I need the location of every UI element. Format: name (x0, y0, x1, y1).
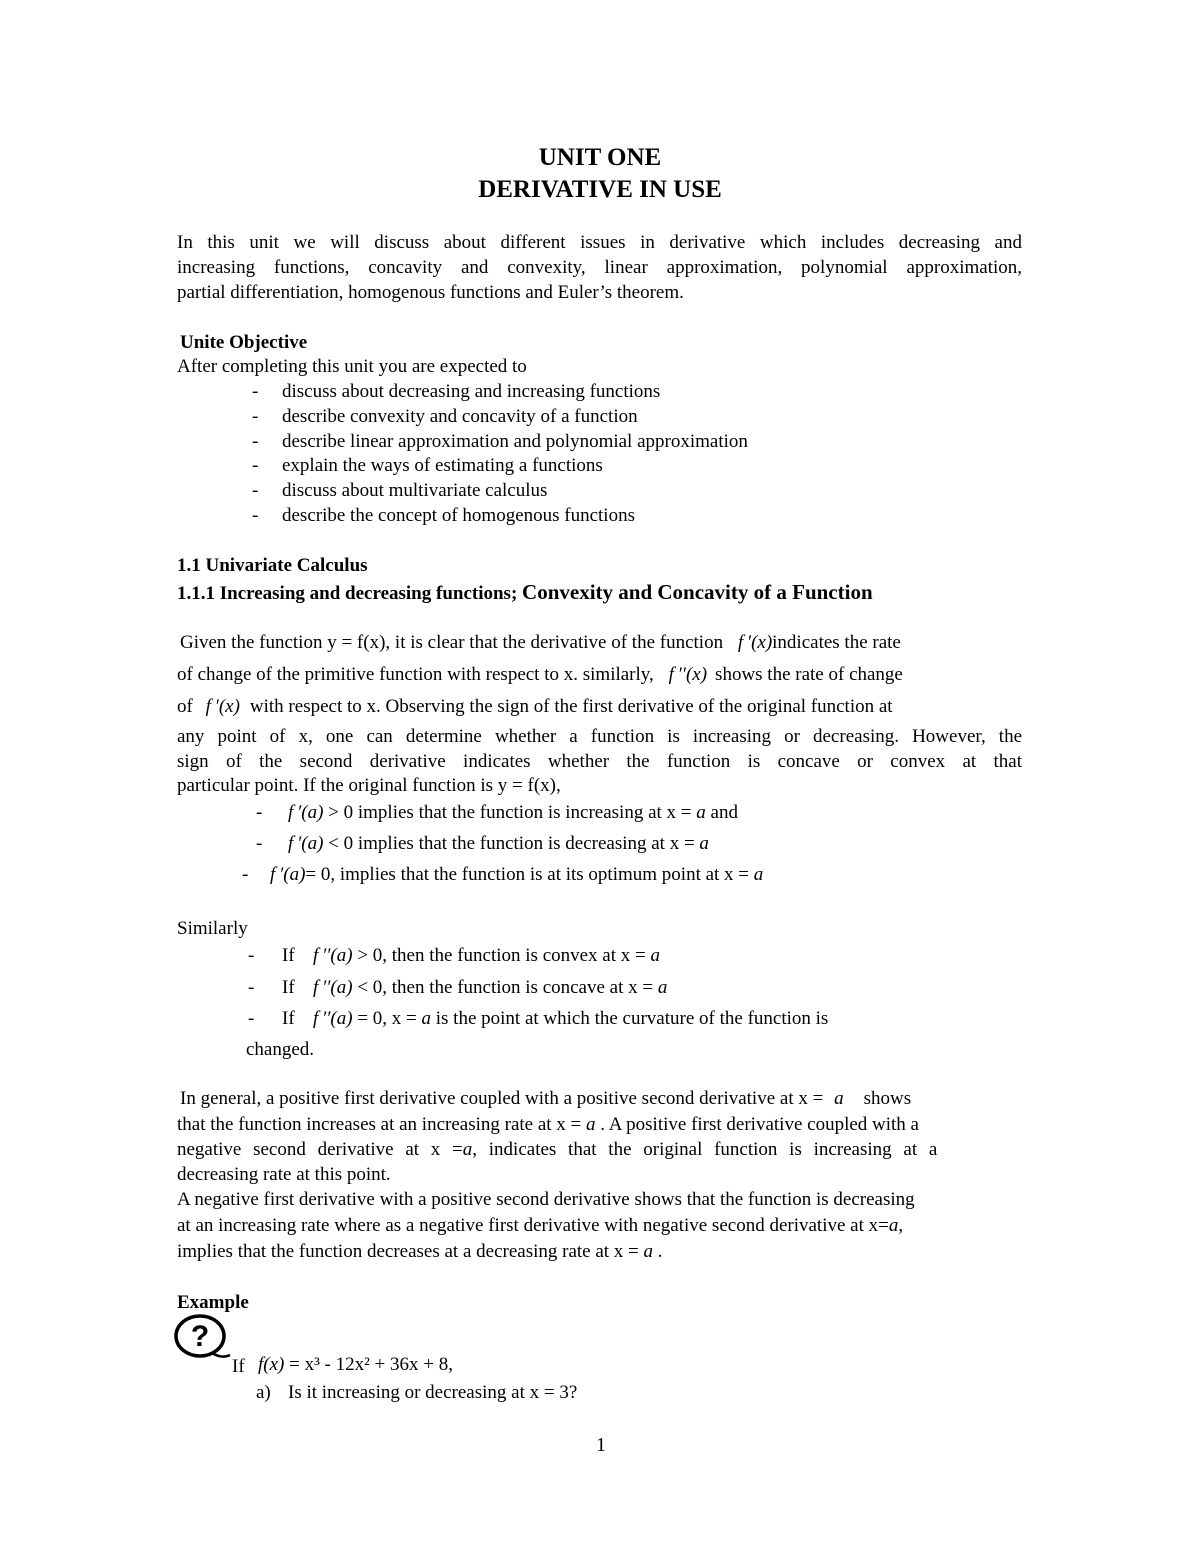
page-number: 1 (596, 1434, 606, 1456)
para-line: any point of x, one can determine whether a function is increasing or decreasing. However, the (177, 726, 1022, 747)
math: f ′(a) (288, 833, 324, 854)
var: a (462, 1139, 473, 1160)
question-label: a) (256, 1382, 271, 1403)
para-line (177, 663, 903, 687)
objective-heading: Unite Objective (180, 332, 308, 353)
example-if: If (232, 1356, 245, 1377)
text: shows (863, 1088, 912, 1109)
dash: - (242, 864, 249, 885)
objective-item: describe the concept of homogenous functions (282, 505, 635, 526)
dash: - (248, 945, 255, 966)
subsection-heading-part-b: Convexity and Concavity of a Function (522, 580, 873, 604)
general-line (177, 1214, 903, 1238)
math: f ′′(a) (313, 977, 353, 998)
text: of change of the primitive function with respect to x. similarly, (177, 664, 654, 685)
math: f ′(a) (288, 802, 324, 823)
var: a (650, 945, 660, 966)
dash: - (252, 431, 259, 452)
dash: - (256, 802, 263, 823)
text: > 0, then the function is convex at x = (357, 945, 646, 966)
var: a (586, 1114, 596, 1135)
text: = 0, x = (357, 1008, 417, 1029)
intro-line: increasing functions, concavity and convexity, linear approximation, polynomial approximation, (177, 257, 1022, 278)
dash: - (248, 1008, 255, 1029)
para-line (177, 695, 893, 719)
first-deriv-item (288, 832, 709, 856)
intro-line: partial differentiation, homogenous functions and Euler’s theorem. (177, 282, 684, 303)
para-line (180, 631, 901, 655)
text: = 0, implies that the function is at its optimum point at x = (305, 864, 750, 885)
objective-item: discuss about multivariate calculus (282, 480, 548, 501)
math: f ′(x) (737, 632, 773, 653)
first-deriv-item (270, 863, 763, 887)
var: a (753, 864, 764, 885)
text: . (657, 1241, 663, 1262)
general-line (180, 1087, 911, 1111)
text: , indicates that the original function is increasing at a (472, 1139, 938, 1160)
general-line (177, 1138, 937, 1162)
second-deriv-item (313, 1007, 828, 1031)
math: f(x) (258, 1354, 285, 1375)
text: is the point at which the curvature of the function is (435, 1008, 829, 1029)
text: = x³ - 12x² + 36x + 8, (289, 1354, 453, 1375)
second-deriv-item (313, 976, 667, 1000)
example-equation (258, 1353, 453, 1377)
text: and (710, 802, 738, 823)
question-text: Is it increasing or decreasing at x = 3? (288, 1382, 578, 1403)
math: f ′′(a) (313, 945, 353, 966)
text: implies that the function decreases at a decreasing rate at x = (177, 1241, 639, 1262)
objective-item: explain the ways of estimating a functions (282, 455, 603, 476)
math: f ′′(x) (668, 664, 708, 685)
general-line (177, 1113, 919, 1137)
objective-lead: After completing this unit you are expected to (177, 356, 527, 377)
subsection-heading-part-a: 1.1.1 Increasing and decreasing functions; (177, 583, 518, 604)
var: a (657, 977, 668, 998)
objective-item: describe linear approximation and polynomial approximation (282, 431, 748, 452)
text: at an increasing rate where as a negative first derivative with negative second derivative at x= (177, 1215, 889, 1236)
if-label: If (282, 945, 295, 966)
text: with respect to x. Observing the sign of the first derivative of the original function at (249, 696, 893, 717)
text: indicates the rate (772, 632, 901, 653)
var: a (643, 1241, 654, 1262)
second-deriv-item (313, 944, 660, 968)
text: . A positive first derivative coupled with a (600, 1114, 919, 1135)
general-line: decreasing rate at this point. (177, 1164, 391, 1185)
text: of (177, 696, 193, 717)
subsection-heading (177, 580, 873, 606)
general-line (177, 1240, 663, 1264)
dash: - (252, 480, 259, 501)
text: Given the function y = f(x), it is clear that the derivative of the function (180, 632, 724, 653)
similarly-heading: Similarly (177, 918, 248, 939)
svg-text:?: ? (190, 1320, 210, 1353)
if-label: If (282, 977, 295, 998)
if-label: If (282, 1008, 295, 1029)
dash: - (248, 977, 255, 998)
objective-item: describe convexity and concavity of a function (282, 406, 638, 427)
first-deriv-item (288, 801, 738, 825)
text: < 0 implies that the function is decreasing at x = (328, 833, 695, 854)
dash: - (256, 833, 263, 854)
text: > 0 implies that the function is increasing at x = (328, 802, 692, 823)
var: a (834, 1088, 844, 1109)
text: that the function increases at an increasing rate at x = (177, 1114, 582, 1135)
text: In general, a positive first derivative coupled with a positive second derivative at x = (180, 1088, 824, 1109)
para-line: sign of the second derivative indicates whether the function is concave or convex at that (177, 751, 1022, 772)
general-line: A negative first derivative with a positive second derivative shows that the function is decreasing (177, 1189, 915, 1210)
dash: - (252, 381, 259, 402)
var: a (421, 1008, 431, 1029)
title-line-1: UNIT ONE (538, 144, 662, 171)
dash: - (252, 455, 259, 476)
dash: - (252, 406, 259, 427)
var: a (699, 833, 709, 854)
math: f ′(x) (205, 696, 240, 717)
text: < 0, then the function is concave at x = (357, 977, 654, 998)
text: , (898, 1215, 904, 1236)
example-heading: Example (177, 1292, 249, 1313)
dash: - (252, 505, 259, 526)
text: shows the rate of change (715, 664, 903, 685)
math: f ′′(a) (313, 1008, 353, 1029)
text: negative second derivative at x = (177, 1139, 463, 1160)
para-line: particular point. If the original function is y = f(x), (177, 775, 561, 796)
title-line-2: DERIVATIVE IN USE (478, 176, 722, 203)
math: f ′(a) (270, 864, 306, 885)
var: a (696, 802, 706, 823)
objective-item: discuss about decreasing and increasing functions (282, 381, 661, 402)
question-icon (172, 1313, 234, 1365)
intro-line: In this unit we will discuss about different issues in derivative which includes decreasing and (177, 232, 1022, 253)
section-heading: 1.1 Univariate Calculus (177, 555, 368, 576)
similarly-cont: changed. (246, 1039, 315, 1060)
var: a (888, 1215, 899, 1236)
